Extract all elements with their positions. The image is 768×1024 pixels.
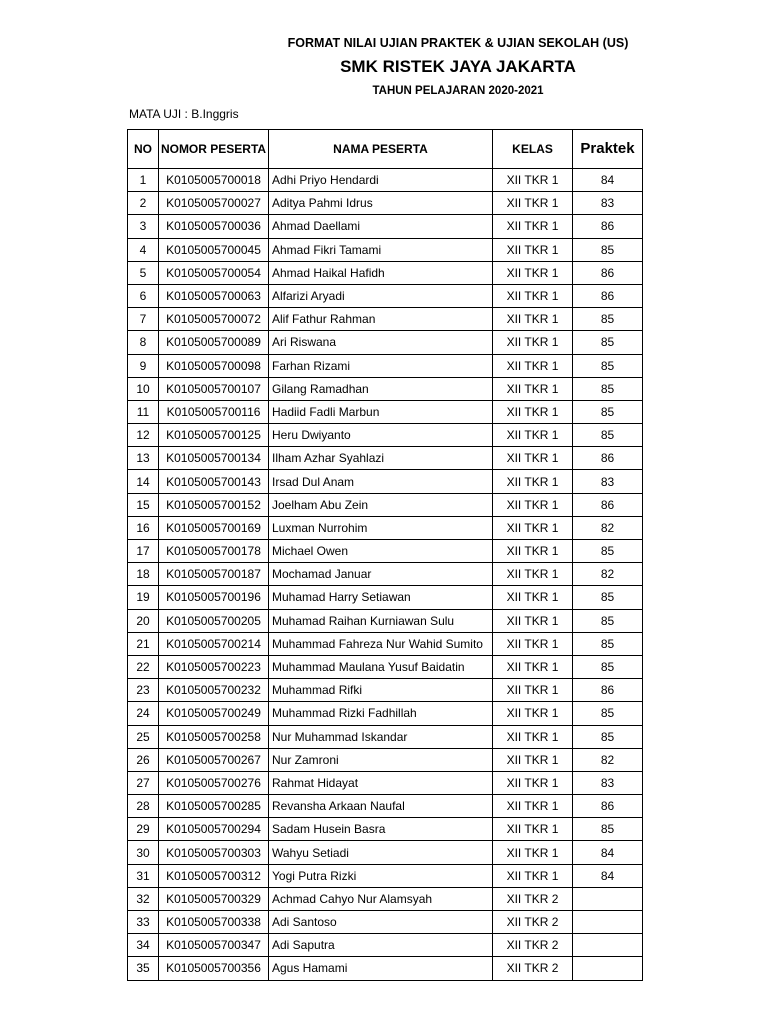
- cell-praktek: 82: [573, 563, 643, 586]
- cell-nomor-peserta: K0105005700152: [159, 493, 269, 516]
- cell-praktek: [573, 934, 643, 957]
- cell-nama-peserta: Ahmad Fikri Tamami: [269, 238, 493, 261]
- table-row: [128, 447, 643, 470]
- table-row: [128, 702, 643, 725]
- cell-nomor-peserta: K0105005700178: [159, 540, 269, 563]
- table-row: [128, 586, 643, 609]
- cell-kelas: XII TKR 1: [493, 354, 573, 377]
- cell-praktek: 84: [573, 169, 643, 192]
- table-row: [128, 308, 643, 331]
- cell-no: 27: [128, 771, 159, 794]
- subject-label: MATA UJI : B.Inggris: [129, 107, 239, 121]
- table-row: [128, 957, 643, 980]
- cell-nama-peserta: Irsad Dul Anam: [269, 470, 493, 493]
- table-row: [128, 818, 643, 841]
- cell-nama-peserta: Muhamad Raihan Kurniawan Sulu: [269, 609, 493, 632]
- cell-praktek: 85: [573, 725, 643, 748]
- cell-nama-peserta: Adi Saputra: [269, 934, 493, 957]
- cell-praktek: 85: [573, 331, 643, 354]
- cell-nomor-peserta: K0105005700347: [159, 934, 269, 957]
- cell-no: 4: [128, 238, 159, 261]
- cell-no: 11: [128, 400, 159, 423]
- table-row: [128, 655, 643, 678]
- cell-kelas: XII TKR 1: [493, 308, 573, 331]
- cell-nama-peserta: Ahmad Haikal Hafidh: [269, 261, 493, 284]
- cell-nama-peserta: Gilang Ramadhan: [269, 377, 493, 400]
- cell-kelas: XII TKR 1: [493, 215, 573, 238]
- cell-no: 32: [128, 887, 159, 910]
- cell-kelas: XII TKR 1: [493, 563, 573, 586]
- col-header-no: NO: [128, 130, 159, 169]
- cell-nomor-peserta: K0105005700196: [159, 586, 269, 609]
- cell-kelas: XII TKR 1: [493, 702, 573, 725]
- table-row: [128, 192, 643, 215]
- cell-kelas: XII TKR 1: [493, 516, 573, 539]
- cell-praktek: [573, 887, 643, 910]
- cell-nama-peserta: Nur Zamroni: [269, 748, 493, 771]
- cell-praktek: 86: [573, 215, 643, 238]
- cell-nama-peserta: Luxman Nurrohim: [269, 516, 493, 539]
- table-row: [128, 424, 643, 447]
- cell-no: 28: [128, 795, 159, 818]
- cell-nomor-peserta: K0105005700134: [159, 447, 269, 470]
- cell-nomor-peserta: K0105005700276: [159, 771, 269, 794]
- cell-praktek: 86: [573, 284, 643, 307]
- cell-nomor-peserta: K0105005700187: [159, 563, 269, 586]
- cell-nama-peserta: Hadiid Fadli Marbun: [269, 400, 493, 423]
- cell-praktek: 85: [573, 609, 643, 632]
- cell-nama-peserta: Ari Riswana: [269, 331, 493, 354]
- cell-praktek: 85: [573, 400, 643, 423]
- cell-praktek: 86: [573, 447, 643, 470]
- cell-nama-peserta: Muhammad Fahreza Nur Wahid Sumito: [269, 632, 493, 655]
- cell-praktek: 83: [573, 192, 643, 215]
- cell-nama-peserta: Nur Muhammad Iskandar: [269, 725, 493, 748]
- cell-nomor-peserta: K0105005700125: [159, 424, 269, 447]
- cell-no: 14: [128, 470, 159, 493]
- cell-nomor-peserta: K0105005700232: [159, 679, 269, 702]
- cell-nomor-peserta: K0105005700116: [159, 400, 269, 423]
- cell-nomor-peserta: K0105005700303: [159, 841, 269, 864]
- cell-kelas: XII TKR 1: [493, 377, 573, 400]
- cell-praktek: 85: [573, 377, 643, 400]
- cell-no: 24: [128, 702, 159, 725]
- cell-praktek: 85: [573, 632, 643, 655]
- table-row: [128, 354, 643, 377]
- cell-nomor-peserta: K0105005700258: [159, 725, 269, 748]
- cell-nama-peserta: Rahmat Hidayat: [269, 771, 493, 794]
- col-header-nama-peserta: NAMA PESERTA: [269, 130, 493, 169]
- cell-kelas: XII TKR 1: [493, 725, 573, 748]
- table-row: [128, 493, 643, 516]
- cell-kelas: XII TKR 1: [493, 470, 573, 493]
- cell-kelas: XII TKR 1: [493, 238, 573, 261]
- cell-nomor-peserta: K0105005700018: [159, 169, 269, 192]
- cell-kelas: XII TKR 2: [493, 911, 573, 934]
- cell-no: 30: [128, 841, 159, 864]
- cell-kelas: XII TKR 1: [493, 192, 573, 215]
- table-row: [128, 470, 643, 493]
- cell-no: 9: [128, 354, 159, 377]
- cell-kelas: XII TKR 2: [493, 887, 573, 910]
- cell-nama-peserta: Muhamad Harry Setiawan: [269, 586, 493, 609]
- cell-praktek: 82: [573, 748, 643, 771]
- cell-nama-peserta: Mochamad Januar: [269, 563, 493, 586]
- col-header-kelas: KELAS: [493, 130, 573, 169]
- cell-no: 19: [128, 586, 159, 609]
- table-row: [128, 284, 643, 307]
- cell-no: 21: [128, 632, 159, 655]
- table-row: [128, 725, 643, 748]
- cell-nomor-peserta: K0105005700169: [159, 516, 269, 539]
- cell-nama-peserta: Alfarizi Aryadi: [269, 284, 493, 307]
- cell-kelas: XII TKR 1: [493, 331, 573, 354]
- cell-no: 2: [128, 192, 159, 215]
- table-row: [128, 215, 643, 238]
- cell-no: 26: [128, 748, 159, 771]
- cell-nama-peserta: Wahyu Setiadi: [269, 841, 493, 864]
- cell-kelas: XII TKR 1: [493, 841, 573, 864]
- cell-kelas: XII TKR 1: [493, 261, 573, 284]
- cell-praktek: [573, 911, 643, 934]
- cell-no: 35: [128, 957, 159, 980]
- table-row: [128, 238, 643, 261]
- cell-nomor-peserta: K0105005700329: [159, 887, 269, 910]
- table-row: [128, 934, 643, 957]
- cell-no: 33: [128, 911, 159, 934]
- cell-nomor-peserta: K0105005700143: [159, 470, 269, 493]
- cell-kelas: XII TKR 1: [493, 493, 573, 516]
- cell-no: 8: [128, 331, 159, 354]
- school-name: SMK RISTEK JAYA JAKARTA: [340, 57, 576, 76]
- table-row: [128, 377, 643, 400]
- cell-no: 10: [128, 377, 159, 400]
- cell-nomor-peserta: K0105005700027: [159, 192, 269, 215]
- cell-nama-peserta: Farhan Rizami: [269, 354, 493, 377]
- cell-praktek: [573, 957, 643, 980]
- cell-kelas: XII TKR 1: [493, 424, 573, 447]
- cell-nomor-peserta: K0105005700045: [159, 238, 269, 261]
- cell-praktek: 85: [573, 586, 643, 609]
- cell-praktek: 85: [573, 818, 643, 841]
- cell-nomor-peserta: K0105005700214: [159, 632, 269, 655]
- cell-nama-peserta: Joelham Abu Zein: [269, 493, 493, 516]
- cell-nomor-peserta: K0105005700205: [159, 609, 269, 632]
- cell-nama-peserta: Agus Hamami: [269, 957, 493, 980]
- cell-kelas: XII TKR 1: [493, 655, 573, 678]
- cell-praktek: 83: [573, 470, 643, 493]
- cell-kelas: XII TKR 1: [493, 748, 573, 771]
- cell-no: 1: [128, 169, 159, 192]
- table-row: [128, 540, 643, 563]
- cell-praktek: 85: [573, 424, 643, 447]
- cell-nama-peserta: Heru Dwiyanto: [269, 424, 493, 447]
- col-header-praktek: Praktek: [573, 130, 643, 169]
- table-row: [128, 169, 643, 192]
- cell-nomor-peserta: K0105005700338: [159, 911, 269, 934]
- cell-nama-peserta: Ahmad Daellami: [269, 215, 493, 238]
- table-row: [128, 795, 643, 818]
- cell-praktek: 85: [573, 354, 643, 377]
- table-row: [128, 261, 643, 284]
- cell-no: 23: [128, 679, 159, 702]
- cell-no: 20: [128, 609, 159, 632]
- cell-nomor-peserta: K0105005700054: [159, 261, 269, 284]
- cell-praktek: 84: [573, 841, 643, 864]
- cell-praktek: 85: [573, 308, 643, 331]
- cell-kelas: XII TKR 1: [493, 540, 573, 563]
- cell-praktek: 86: [573, 261, 643, 284]
- cell-nomor-peserta: K0105005700294: [159, 818, 269, 841]
- cell-no: 5: [128, 261, 159, 284]
- cell-kelas: XII TKR 1: [493, 169, 573, 192]
- cell-kelas: XII TKR 1: [493, 818, 573, 841]
- cell-nama-peserta: Achmad Cahyo Nur Alamsyah: [269, 887, 493, 910]
- cell-nama-peserta: Ilham Azhar Syahlazi: [269, 447, 493, 470]
- cell-nama-peserta: Revansha Arkaan Naufal: [269, 795, 493, 818]
- col-header-nomor-peserta: NOMOR PESERTA: [159, 130, 269, 169]
- cell-praktek: 84: [573, 864, 643, 887]
- cell-kelas: XII TKR 1: [493, 679, 573, 702]
- table-row: [128, 679, 643, 702]
- table-row: [128, 911, 643, 934]
- cell-kelas: XII TKR 1: [493, 795, 573, 818]
- grades-table: [127, 129, 643, 981]
- cell-nama-peserta: Muhammad Maulana Yusuf Baidatin: [269, 655, 493, 678]
- table-row: [128, 841, 643, 864]
- cell-nama-peserta: Yogi Putra Rizki: [269, 864, 493, 887]
- cell-praktek: 85: [573, 702, 643, 725]
- cell-no: 13: [128, 447, 159, 470]
- cell-kelas: XII TKR 1: [493, 771, 573, 794]
- cell-praktek: 85: [573, 655, 643, 678]
- cell-nomor-peserta: K0105005700036: [159, 215, 269, 238]
- cell-nomor-peserta: K0105005700267: [159, 748, 269, 771]
- cell-kelas: XII TKR 1: [493, 586, 573, 609]
- cell-praktek: 86: [573, 679, 643, 702]
- cell-no: 7: [128, 308, 159, 331]
- table-row: [128, 887, 643, 910]
- cell-nama-peserta: Muhammad Rifki: [269, 679, 493, 702]
- table-row: [128, 400, 643, 423]
- cell-nomor-peserta: K0105005700223: [159, 655, 269, 678]
- cell-nomor-peserta: K0105005700063: [159, 284, 269, 307]
- cell-nomor-peserta: K0105005700107: [159, 377, 269, 400]
- cell-nama-peserta: Sadam Husein Basra: [269, 818, 493, 841]
- cell-kelas: XII TKR 1: [493, 400, 573, 423]
- cell-kelas: XII TKR 1: [493, 447, 573, 470]
- cell-kelas: XII TKR 1: [493, 864, 573, 887]
- cell-nama-peserta: Alif Fathur Rahman: [269, 308, 493, 331]
- document-title: FORMAT NILAI UJIAN PRAKTEK & UJIAN SEKOLAH (US): [287, 36, 629, 50]
- cell-no: 3: [128, 215, 159, 238]
- table-row: [128, 516, 643, 539]
- table-row: [128, 632, 643, 655]
- cell-no: 15: [128, 493, 159, 516]
- cell-nomor-peserta: K0105005700312: [159, 864, 269, 887]
- cell-praktek: 86: [573, 795, 643, 818]
- cell-no: 17: [128, 540, 159, 563]
- cell-praktek: 85: [573, 238, 643, 261]
- cell-no: 6: [128, 284, 159, 307]
- cell-nama-peserta: Muhammad Rizki Fadhillah: [269, 702, 493, 725]
- table-row: [128, 864, 643, 887]
- cell-nomor-peserta: K0105005700249: [159, 702, 269, 725]
- table-row: [128, 563, 643, 586]
- cell-praktek: 86: [573, 493, 643, 516]
- table-header-row: [128, 130, 643, 169]
- cell-kelas: XII TKR 1: [493, 632, 573, 655]
- cell-praktek: 85: [573, 540, 643, 563]
- academic-year: TAHUN PELAJARAN 2020-2021: [372, 85, 544, 97]
- cell-no: 16: [128, 516, 159, 539]
- cell-no: 22: [128, 655, 159, 678]
- cell-praktek: 83: [573, 771, 643, 794]
- cell-praktek: 82: [573, 516, 643, 539]
- table-row: [128, 748, 643, 771]
- cell-nomor-peserta: K0105005700285: [159, 795, 269, 818]
- table-row: [128, 331, 643, 354]
- cell-no: 25: [128, 725, 159, 748]
- cell-nama-peserta: Aditya Pahmi Idrus: [269, 192, 493, 215]
- cell-nomor-peserta: K0105005700098: [159, 354, 269, 377]
- cell-no: 12: [128, 424, 159, 447]
- cell-nomor-peserta: K0105005700089: [159, 331, 269, 354]
- cell-nama-peserta: Adi Santoso: [269, 911, 493, 934]
- cell-kelas: XII TKR 1: [493, 284, 573, 307]
- cell-nama-peserta: Adhi Priyo Hendardi: [269, 169, 493, 192]
- cell-no: 18: [128, 563, 159, 586]
- cell-no: 31: [128, 864, 159, 887]
- cell-nomor-peserta: K0105005700356: [159, 957, 269, 980]
- cell-kelas: XII TKR 1: [493, 609, 573, 632]
- table-row: [128, 609, 643, 632]
- table-row: [128, 771, 643, 794]
- cell-no: 29: [128, 818, 159, 841]
- cell-nama-peserta: Michael Owen: [269, 540, 493, 563]
- cell-no: 34: [128, 934, 159, 957]
- cell-kelas: XII TKR 2: [493, 957, 573, 980]
- cell-kelas: XII TKR 2: [493, 934, 573, 957]
- cell-nomor-peserta: K0105005700072: [159, 308, 269, 331]
